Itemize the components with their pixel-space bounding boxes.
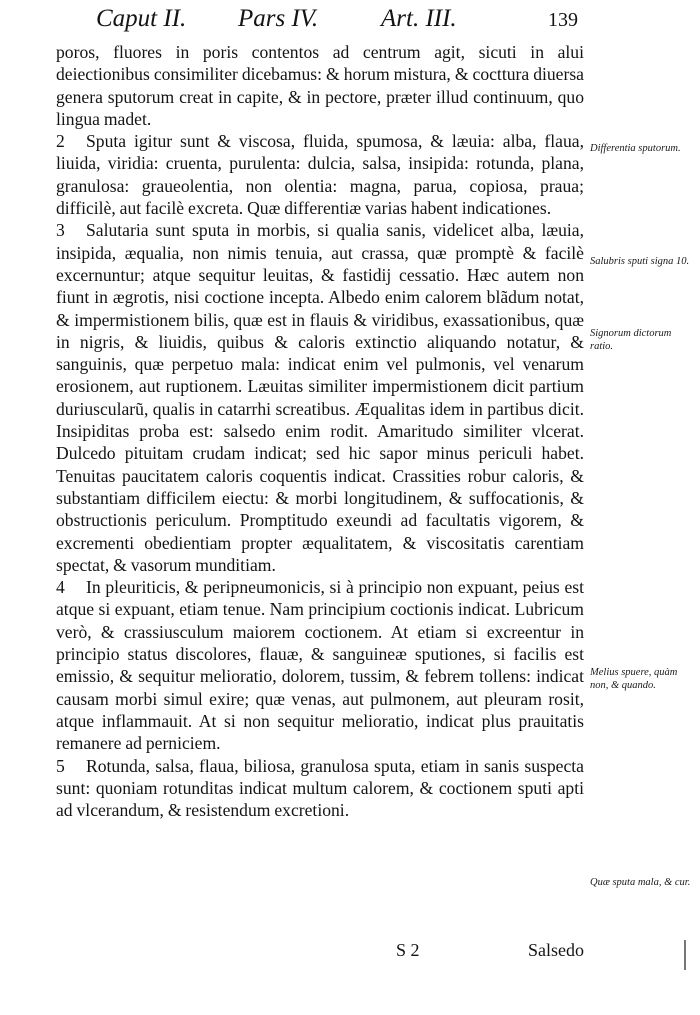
marginal-note-1: Differentia sputorum.	[590, 143, 681, 154]
marginal-note-5: Quæ sputa mala, & cur.	[590, 877, 691, 888]
paragraph-number: 5	[56, 755, 65, 776]
marginal-note-2: Salubris sputi signa 10.	[590, 256, 690, 267]
header-chapter: Caput II.	[96, 5, 187, 32]
paragraph-1	[56, 41, 584, 130]
running-header	[96, 2, 576, 36]
paragraph-number: 4	[56, 577, 65, 598]
paragraph-5	[56, 755, 584, 822]
paragraph-text: Salutaria sunt sputa in morbis, si qualia sanis, videlicet alba, læuia, insipida, æqualia, non nimis tenuia, aut crassa, quæ promptè & facilè excernuntur; atque sequitur leuitas, & fastidij cessatio. Hæc autem non fiunt in ægrotis, nisi coctione incepta. Albedo enim calorem blãdum notat, & impermistionem bilis, quæ est in flauis & viridibus, exassationibus, quæ in nigris, & liuidis, quibus & caloris extinctio aliquando notatur, & sanguinis, quæ perpetuo mala: indicat enim vel pulmonis, vel venarum erosionem, aut ruptionem. Læuitas similiter impermistionem dicit partium duriuscularũ, qualis in catarrhi screatibus. Æqualitas idem in partibus dicit. Insipiditas proba est: salsedo enim rodit. Amaritudo similiter vlcerat. Dulcedo pituitam crudam indicat; sed hic sapor minus periculi habet. Tenuitas paucitatem caloris coquentis indicat. Crassities robur caloris, & substantiam difficilem eiectu: & morbi longitudinem, & suffocationis, & obstructionis periculum. Promptitudo exeundi ad facultatis vigorem, & excrementi obedientiam propter æqualitatem, & viscositatis carentiam spectat, & vasorum munditiam.	[56, 220, 584, 575]
paragraph-text: Rotunda, salsa, flaua, biliosa, granulosa sputa, etiam in sanis suspecta sunt: quoniam rotunditas indicat multum calorem, & coctionem sputi apti ad vlcerandum, & resistendum excretioni.	[56, 755, 584, 821]
page-number: 139	[548, 9, 578, 31]
paragraph-text: poros, fluores in poris contentos ad centrum agit, sicuti in alui deiectionibus consimiliter dicebamus: & horum mistura, & cocttura diuersa genera sputorum creat in capite, & in pectore, præter illud continuum, quo lingua madet.	[56, 42, 584, 129]
paragraph-text: Sputa igitur sunt & viscosa, fluida, spumosa, & læuia: alba, flaua, liuida, viridia: cruenta, purulenta: dulcia, salsa, insipida: rotunda, plana, granulosa: graueolentia, non olentia: magna, parua, copiosa, praua; difficilè, aut facilè excreta. Quæ differentiæ varias habent indicationes.	[56, 131, 584, 219]
page-footer	[56, 940, 584, 964]
paragraph-4	[56, 576, 584, 754]
paragraph-2	[56, 130, 584, 219]
signature-mark: S 2	[396, 940, 420, 960]
marginal-note-4: Melius spuere, quàm non, & quando.	[590, 667, 678, 691]
header-pars: Pars IV.	[238, 5, 319, 32]
catchword: Salsedo	[528, 940, 584, 960]
paragraph-number: 3	[56, 220, 65, 241]
paragraph-3	[56, 219, 584, 576]
header-article: Art. III.	[381, 5, 457, 32]
marginal-note-3: Signorum dictorum ratio.	[590, 328, 672, 352]
paragraph-text: In pleuriticis, & peripneumonicis, si à principio non expuant, peius est atque si expuant, etiam tenue. Nam principium coctionis indicat. Lubricum verò, & crassiusculum maiorem coctionem. At etiam si excreentur in principio status discolores, flauæ, & sanguineæ sputiones, si facilis est emissio, & sequitur melioratio, dolorem, tussim, & febrem tollens: indicat causam morbi simul exire; quæ venas, aut pulmonem, aut pleuram rosit, atque inflammauit. At si non sequitur melioratio, indicat plus prauitatis remanere ad perniciem.	[56, 577, 584, 754]
page-edge-mark	[684, 940, 686, 970]
paragraph-number: 2	[56, 131, 65, 152]
main-text	[56, 41, 584, 821]
